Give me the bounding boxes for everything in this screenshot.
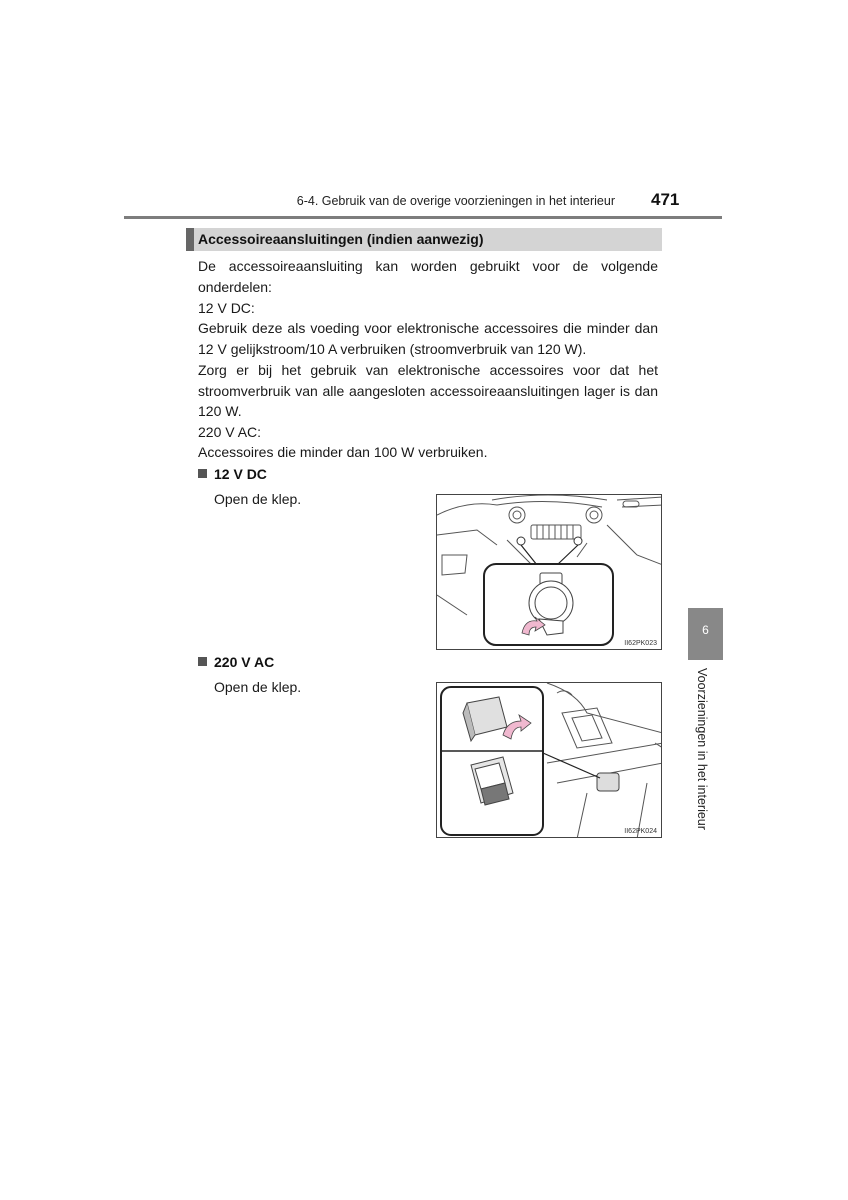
header-rule — [124, 216, 722, 219]
ac-label: 220 V AC: — [198, 424, 262, 440]
subsection-220v-title: 220 V AC — [214, 654, 275, 670]
dc-label: 12 V DC: — [198, 300, 255, 316]
figure-220v-code: II62PK024 — [624, 828, 657, 835]
chapter-tab: 6 — [688, 608, 723, 660]
dashboard-outlet-illustration — [437, 495, 662, 650]
subsection-12v-instruction: Open de klep. — [214, 491, 302, 507]
section-title: Accessoireaansluitingen (indien aanwezig) — [186, 228, 662, 251]
ac-paragraph: Accessoires die minder dan 100 W verbruiken. — [198, 444, 488, 460]
figure-12v-code: II62PK023 — [624, 640, 657, 647]
subsection-220v-heading — [198, 654, 274, 670]
dc-paragraph: Gebruik deze als voeding voor elektronische accessoires die minder dan 12 V gelijkstroom/10 A verbruiken (stroomverbruik van 120 W). — [198, 320, 658, 357]
intro-paragraph: De accessoireaansluiting kan worden gebruikt voor de volgende onderdelen: — [198, 258, 658, 295]
console-outlet-illustration — [437, 683, 662, 838]
page-number: 471 — [651, 190, 680, 209]
figure-12v-outlet — [436, 494, 662, 650]
subsection-12v-title: 12 V DC — [214, 466, 267, 482]
subsection-12v-heading — [198, 466, 267, 482]
figure-220v-outlet — [436, 682, 662, 838]
chapter-tab-label: Voorzieningen in het interieur — [695, 668, 709, 830]
bullet-square-icon — [198, 469, 207, 478]
bullet-square-icon — [198, 657, 207, 666]
dc-note-paragraph: Zorg er bij het gebruik van elektronische accessoires voor dat het stroomverbruik van alle aangesloten accessoireaansluitingen lager is dan 120 W. — [198, 362, 658, 419]
chapter-title: 6-4. Gebruik van de overige voorzieningen in het interieur — [296, 194, 615, 208]
subsection-220v-instruction: Open de klep. — [214, 679, 302, 695]
